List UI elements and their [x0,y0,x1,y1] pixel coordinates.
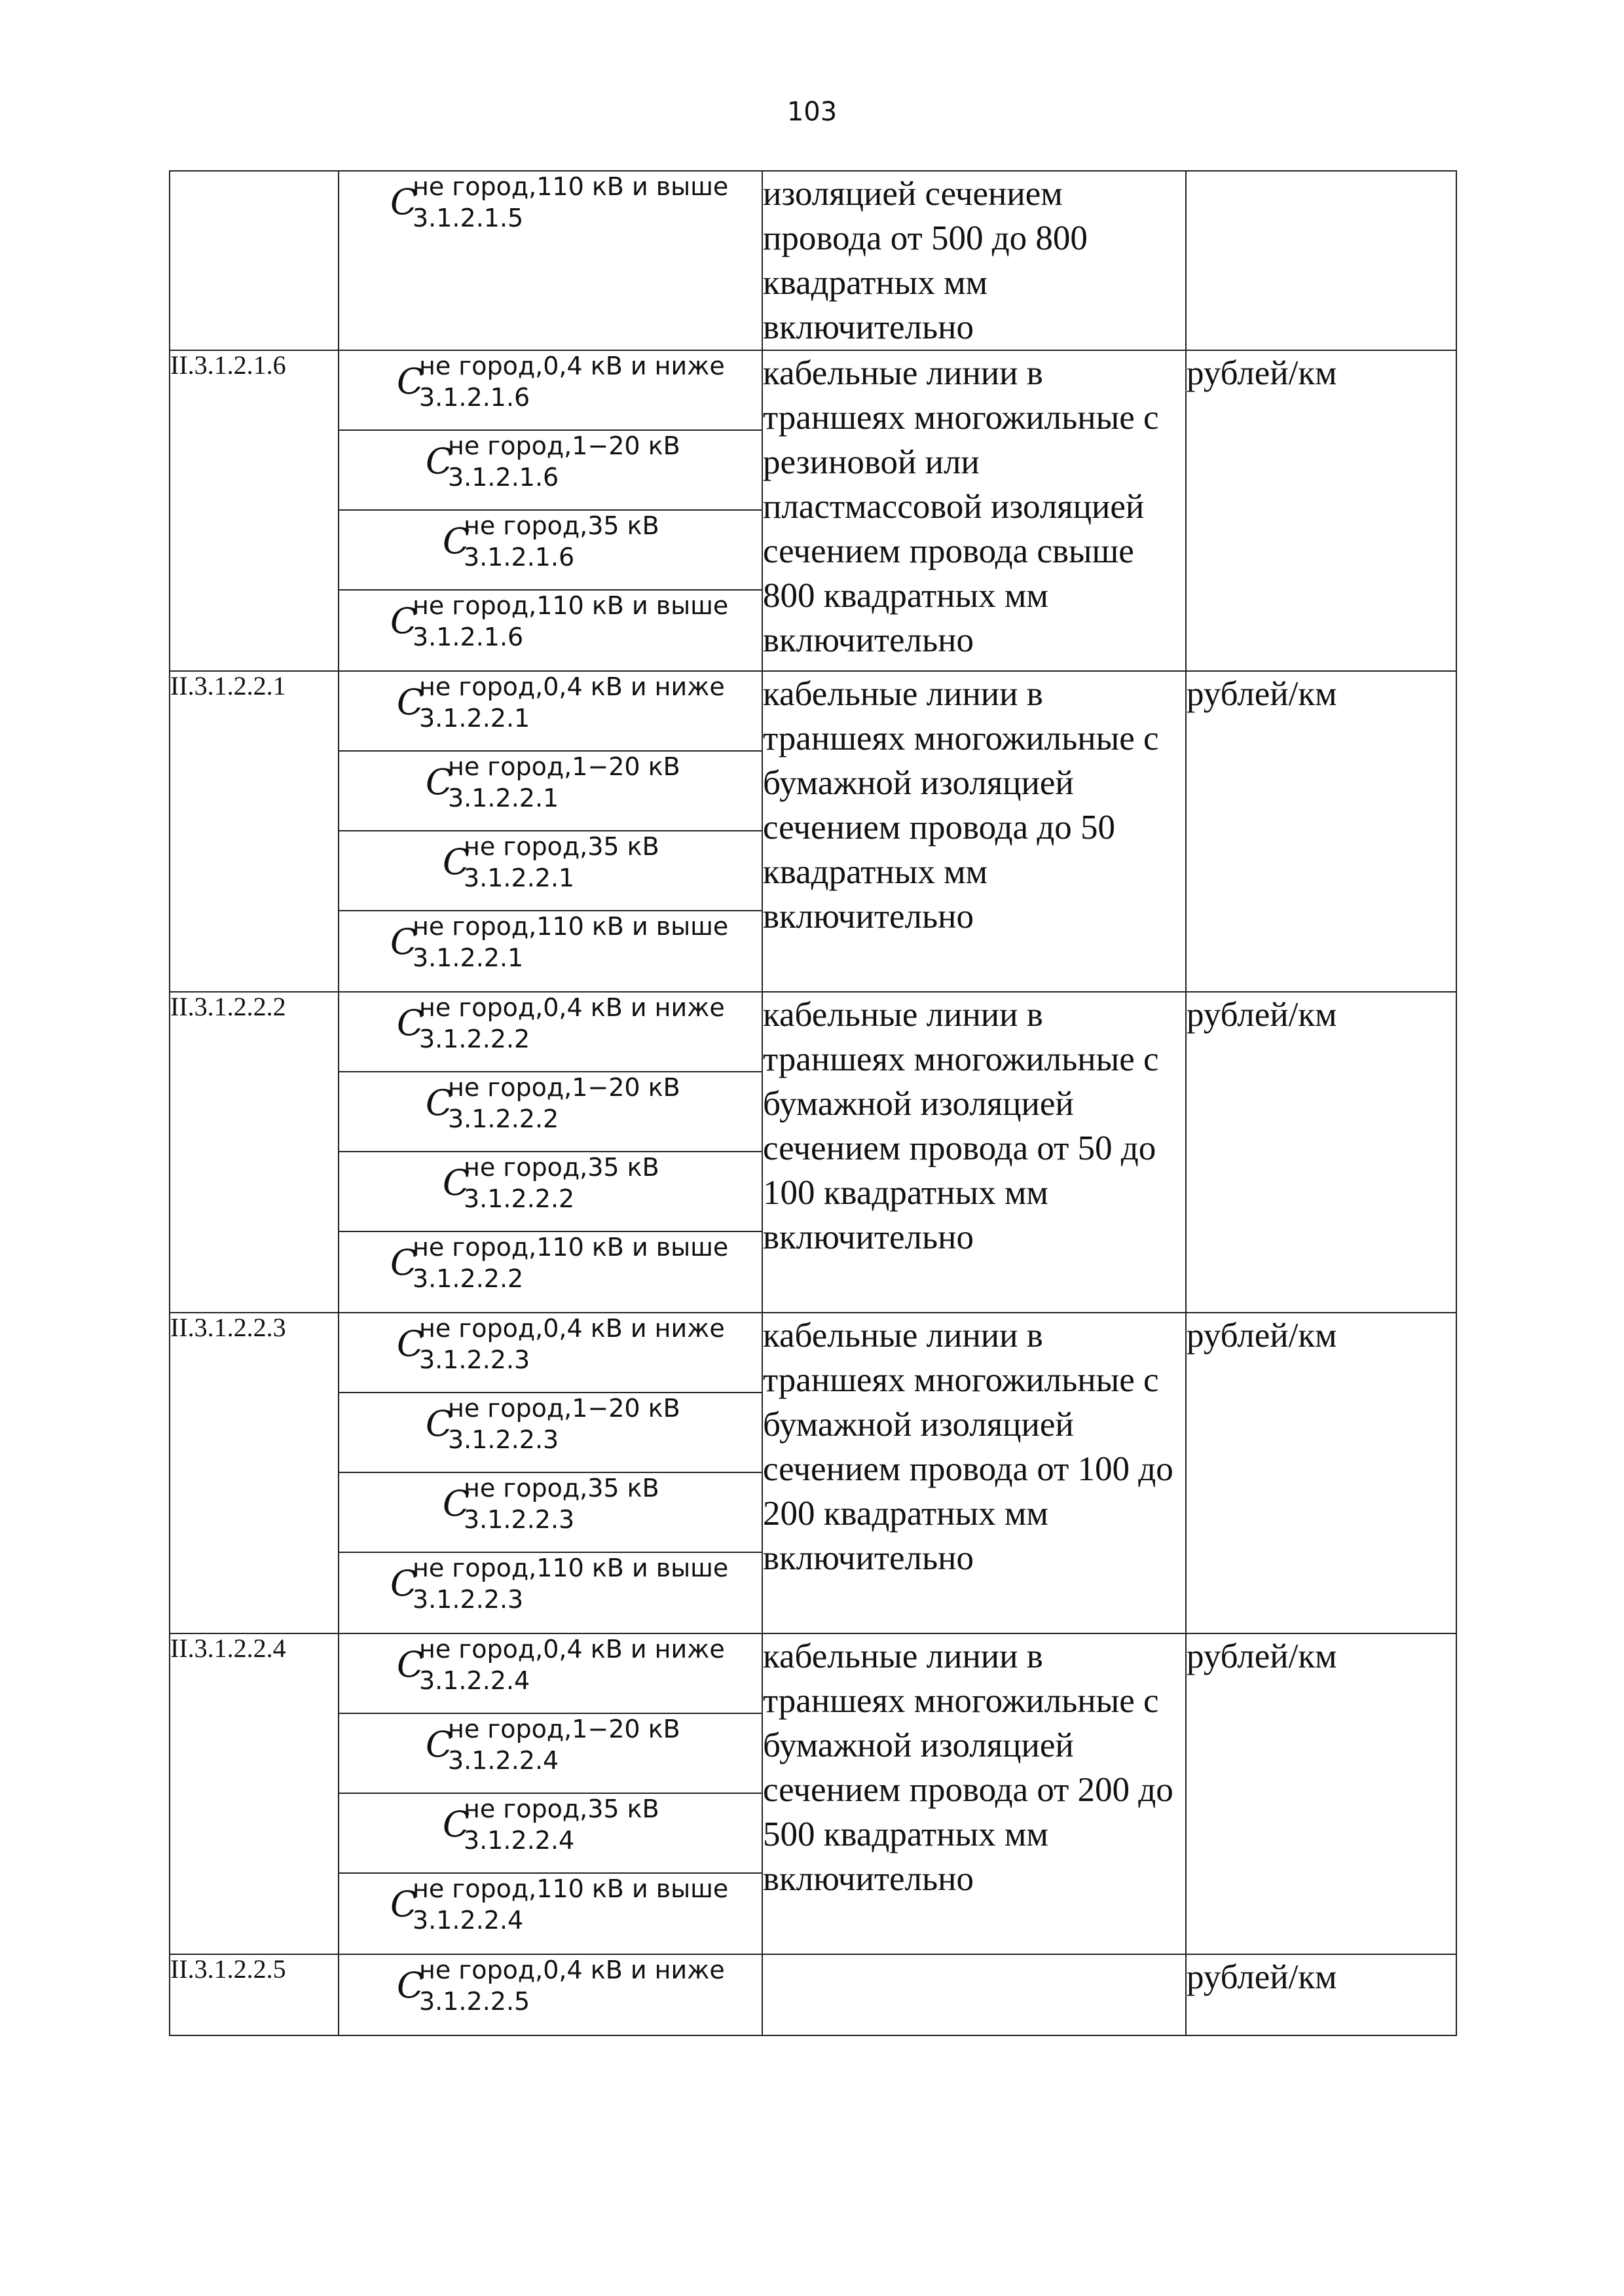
formula-symbol: C [390,1884,418,1925]
formula-symbol: C [390,1242,418,1283]
formula-subscript: 3.1.2.1.5 [413,204,524,232]
formula-cell [339,671,762,992]
formula-subscript: 3.1.2.1.6 [413,623,524,651]
formula-superscript: не город,110 кВ и выше [413,1233,729,1262]
rate-formula [339,1232,762,1312]
formula-superscript: не город,1−20 кВ [448,1394,680,1423]
row-unit: рублей/км [1186,1313,1456,1633]
formula-subscript: 3.1.2.2.1 [413,943,524,972]
formula-symbol: C [397,361,424,402]
formula-superscript: не город,110 кВ и выше [413,1554,729,1582]
formula-symbol: C [397,1002,424,1044]
row-description [762,1954,1186,2035]
table-row [170,992,1456,1313]
row-description: изоляцией сечением провода от 500 до 800 квадратных мм включительно [762,171,1186,350]
row-code: II.3.1.2.2.1 [170,671,339,992]
table-row [170,1313,1456,1633]
formula-symbol: C [390,181,418,223]
formula-symbol: C [443,1162,470,1203]
rate-formula [339,911,762,991]
tariff-table [169,170,1457,2036]
formula-subscript: 3.1.2.2.4 [413,1906,524,1935]
row-code: II.3.1.2.2.4 [170,1633,339,1954]
formula-symbol: C [426,1724,453,1765]
formula-symbol: C [397,1965,424,2006]
formula-subscript: 3.1.2.2.1 [464,864,575,892]
formula-superscript: не город,35 кВ [464,1795,659,1823]
formula-cell [339,1633,762,1954]
formula-symbol: C [443,841,470,883]
row-unit: рублей/км [1186,992,1456,1313]
rate-formula [339,752,762,831]
formula-superscript: не город,35 кВ [464,511,659,540]
row-description: кабельные линии в траншеях многожильные с резиновой или пластмассовой изоляцией сечением провода свыше 800 квадратных мм включительно [762,350,1186,671]
page-number: 103 [786,97,838,127]
rate-formula [339,1714,762,1794]
formula-superscript: не город,0,4 кВ и ниже [419,352,725,380]
formula-subscript: 3.1.2.2.1 [419,704,530,733]
formula-superscript: не город,110 кВ и выше [413,591,729,620]
formula-superscript: не город,0,4 кВ и ниже [419,1956,725,1984]
formula-symbol: C [426,761,453,803]
formula-symbol: C [443,1804,470,1845]
rate-formula [339,1634,762,1714]
formula-subscript: 3.1.2.2.3 [448,1425,559,1454]
rate-formula [339,1955,762,2035]
row-description: кабельные линии в траншеях многожильные с бумажной изоляцией сечением провода от 100 до 200 квадратных мм включительно [762,1313,1186,1633]
row-code [170,171,339,350]
table-row [170,350,1456,671]
formula-symbol: C [426,1082,453,1123]
formula-superscript: не город,1−20 кВ [448,1715,680,1743]
formula-subscript: 3.1.2.2.2 [464,1184,575,1213]
rate-formula [339,351,762,431]
rate-formula [339,993,762,1072]
rate-formula [339,1874,762,1954]
rate-formula [339,431,762,511]
formula-list [339,1634,762,1954]
rate-formula [339,172,762,251]
rate-formula [339,1152,762,1232]
formula-superscript: не город,0,4 кВ и ниже [419,1314,725,1343]
formula-list [339,1955,762,2035]
table-row [170,171,1456,350]
formula-cell [339,1313,762,1633]
formula-cell [339,992,762,1313]
formula-superscript: не город,0,4 кВ и ниже [419,1635,725,1664]
formula-symbol: C [443,520,470,562]
rate-formula [339,591,762,670]
formula-superscript: не город,35 кВ [464,1153,659,1182]
row-unit [1186,171,1456,350]
table-row [170,671,1456,992]
formula-cell [339,1954,762,2035]
rate-formula [339,1072,762,1152]
formula-subscript: 3.1.2.2.3 [419,1345,530,1374]
row-description: кабельные линии в траншеях многожильные с бумажной изоляцией сечением провода от 50 до 100 квадратных мм включительно [762,992,1186,1313]
row-description: кабельные линии в траншеях многожильные с бумажной изоляцией сечением провода от 200 до 500 квадратных мм включительно [762,1633,1186,1954]
formula-subscript: 3.1.2.2.2 [419,1025,530,1053]
formula-superscript: не город,1−20 кВ [448,1073,680,1102]
formula-superscript: не город,35 кВ [464,832,659,861]
formula-list [339,1313,762,1633]
rate-formula [339,1313,762,1393]
row-description: кабельные линии в траншеях многожильные с бумажной изоляцией сечением провода до 50 квадратных мм включительно [762,671,1186,992]
row-code: II.3.1.2.2.3 [170,1313,339,1633]
row-unit: рублей/км [1186,671,1456,992]
formula-subscript: 3.1.2.2.3 [464,1505,575,1534]
formula-superscript: не город,110 кВ и выше [413,1874,729,1903]
formula-superscript: не город,0,4 кВ и ниже [419,672,725,701]
table-row [170,1954,1456,2035]
rate-formula [339,1473,762,1553]
formula-cell [339,171,762,350]
formula-symbol: C [397,682,424,723]
rate-formula [339,1553,762,1633]
formula-symbol: C [390,921,418,962]
formula-superscript: не город,1−20 кВ [448,752,680,781]
formula-list [339,993,762,1312]
formula-symbol: C [390,600,418,642]
rate-formula [339,1393,762,1473]
formula-list [339,672,762,991]
formula-superscript: не город,110 кВ и выше [413,172,729,201]
formula-superscript: не город,110 кВ и выше [413,912,729,941]
table-body [170,171,1456,2035]
rate-formula [339,1794,762,1874]
formula-subscript: 3.1.2.2.1 [448,784,559,812]
row-unit: рублей/км [1186,350,1456,671]
formula-subscript: 3.1.2.1.6 [448,463,559,492]
formula-subscript: 3.1.2.2.4 [464,1826,575,1855]
formula-subscript: 3.1.2.1.6 [419,383,530,412]
formula-symbol: C [390,1563,418,1604]
rate-formula [339,511,762,591]
formula-subscript: 3.1.2.2.2 [448,1104,559,1133]
formula-superscript: не город,1−20 кВ [448,431,680,460]
formula-symbol: C [426,441,453,482]
formula-subscript: 3.1.2.2.4 [448,1746,559,1775]
table-row [170,1633,1456,1954]
formula-superscript: не город,35 кВ [464,1474,659,1503]
formula-list [339,172,762,251]
formula-subscript: 3.1.2.2.5 [419,1987,530,2016]
formula-symbol: C [443,1483,470,1524]
row-code: II.3.1.2.2.5 [170,1954,339,2035]
rate-formula [339,672,762,752]
formula-list [339,351,762,670]
row-code: II.3.1.2.2.2 [170,992,339,1313]
row-unit: рублей/км [1186,1954,1456,2035]
formula-subscript: 3.1.2.2.4 [419,1666,530,1695]
formula-superscript: не город,0,4 кВ и ниже [419,993,725,1022]
rate-formula [339,831,762,911]
formula-symbol: C [426,1403,453,1444]
formula-subscript: 3.1.2.2.3 [413,1585,524,1614]
row-unit: рублей/км [1186,1633,1456,1954]
formula-subscript: 3.1.2.1.6 [464,543,575,572]
row-code: II.3.1.2.1.6 [170,350,339,671]
formula-symbol: C [397,1644,424,1685]
formula-cell [339,350,762,671]
formula-subscript: 3.1.2.2.2 [413,1264,524,1293]
formula-symbol: C [397,1323,424,1364]
